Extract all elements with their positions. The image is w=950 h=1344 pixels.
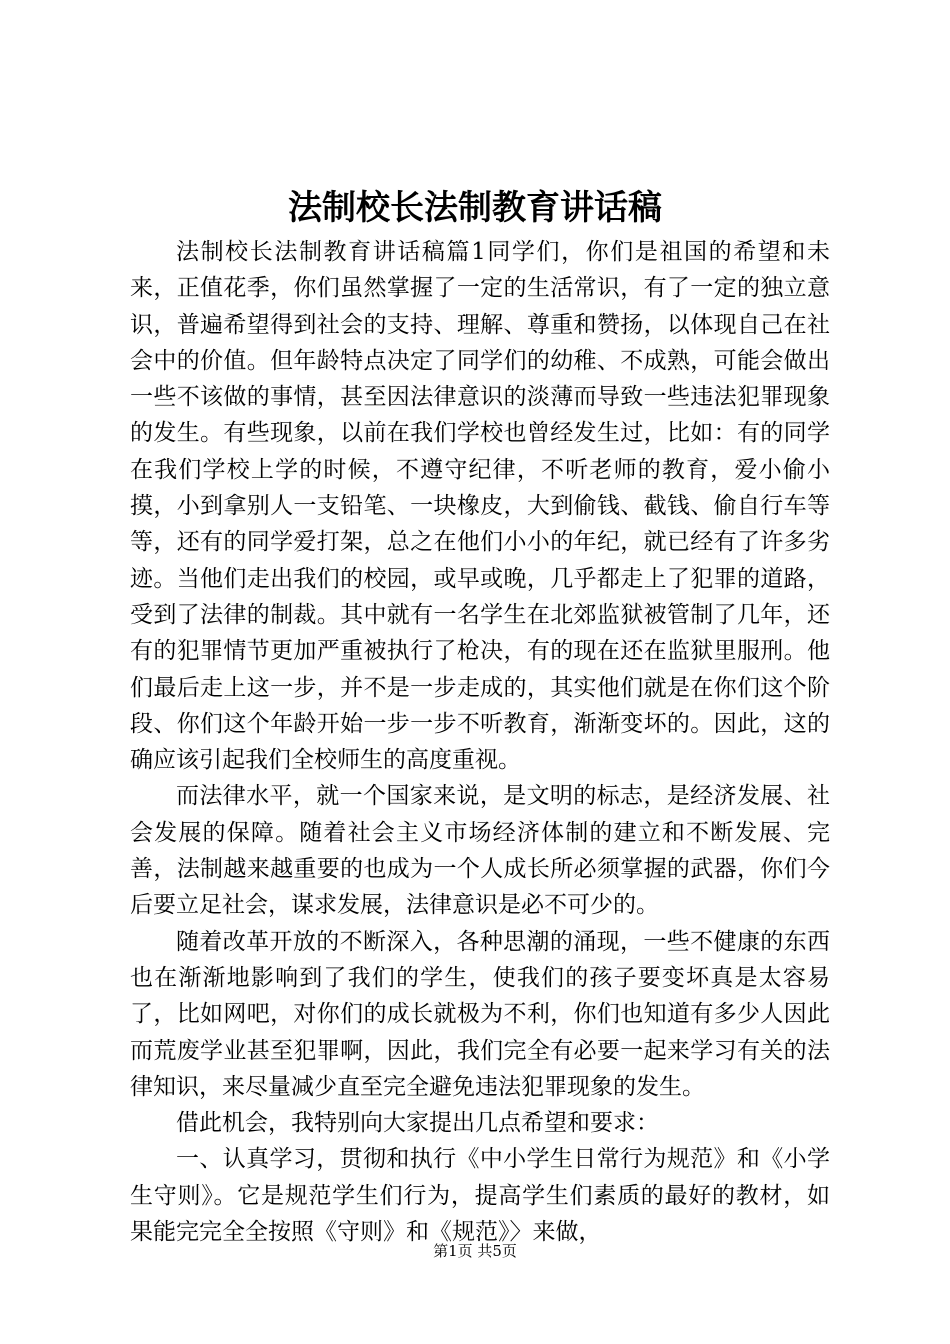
document-body xyxy=(130,234,830,1250)
paragraph-4: 借此机会，我特别向大家提出几点希望和要求： xyxy=(176,1110,659,1137)
paragraph-5: 一、认真学习，贯彻和执行《中小学生日常行为规范》和《小学生守则》。它是规范学生们行为，提高学生们素质的最好的教材，如果能完完全全按照《守则》和《规范》〉来做， xyxy=(130,1146,830,1246)
paragraph-3: 随着改革开放的不断深入，各种思潮的涌现，一些不健康的东西也在渐渐地影响到了我们的学生，使我们的孩子要变坏真是太容易了，比如网吧，对你们的成长就极为不利，你们也知道有多少人因此而荒废学业甚至犯罪啊，因此，我们完全有必要一起来学习有关的法律知识，来尽量减少直至完全避免违法犯罪现象的发生。 xyxy=(130,928,830,1100)
paragraph-1: 法制校长法制教育讲话稿篇1同学们，你们是祖国的希望和未来，正值花季，你们虽然掌握了一定的生活常识，有了一定的独立意识，普遍希望得到社会的支持、理解、尊重和赞扬，以体现自己在社会中的价值。但年龄特点决定了同学们的幼稚、不成熟，可能会做出一些不该做的事情，甚至因法律意识的淡薄而导致一些违法犯罪现象的发生。有些现象，以前在我们学校也曾经发生过，比如：有的同学在我们学校上学的时候，不遵守纪律，不听老师的教育，爱小偷小摸，小到拿别人一支铅笔、一块橡皮，大到偷钱、截钱、偷自行车等等，还有的同学爱打架，总之在他们小小的年纪，就已经有了许多劣迹。当他们走出我们的校园，或早或晚，几乎都走上了犯罪的道路，受到了法律的制裁。其中就有一名学生在北郊监狱被管制了几年，还有的犯罪情节更加严重被执行了枪决，有的现在还在监狱里服刑。他们最后走上这一步，并不是一步走成的，其实他们就是在你们这个阶段、你们这个年龄开始一步一步不听教育，渐渐变坏的。因此，这的确应该引起我们全校师生的高度重视。 xyxy=(130,239,830,774)
document-title: 法制校长法制教育讲话稿 xyxy=(288,188,662,228)
page-footer: 第1页 共5页 xyxy=(433,1242,517,1260)
paragraph-2: 而法律水平，就一个国家来说，是文明的标志，是经济发展、社会发展的保障。随着社会主义市场经济体制的建立和不断发展、完善，法制越来越重要的也成为一个人成长所必须掌握的武器，你们今后要立足社会，谋求发展，法律意识是必不可少的。 xyxy=(130,783,830,919)
